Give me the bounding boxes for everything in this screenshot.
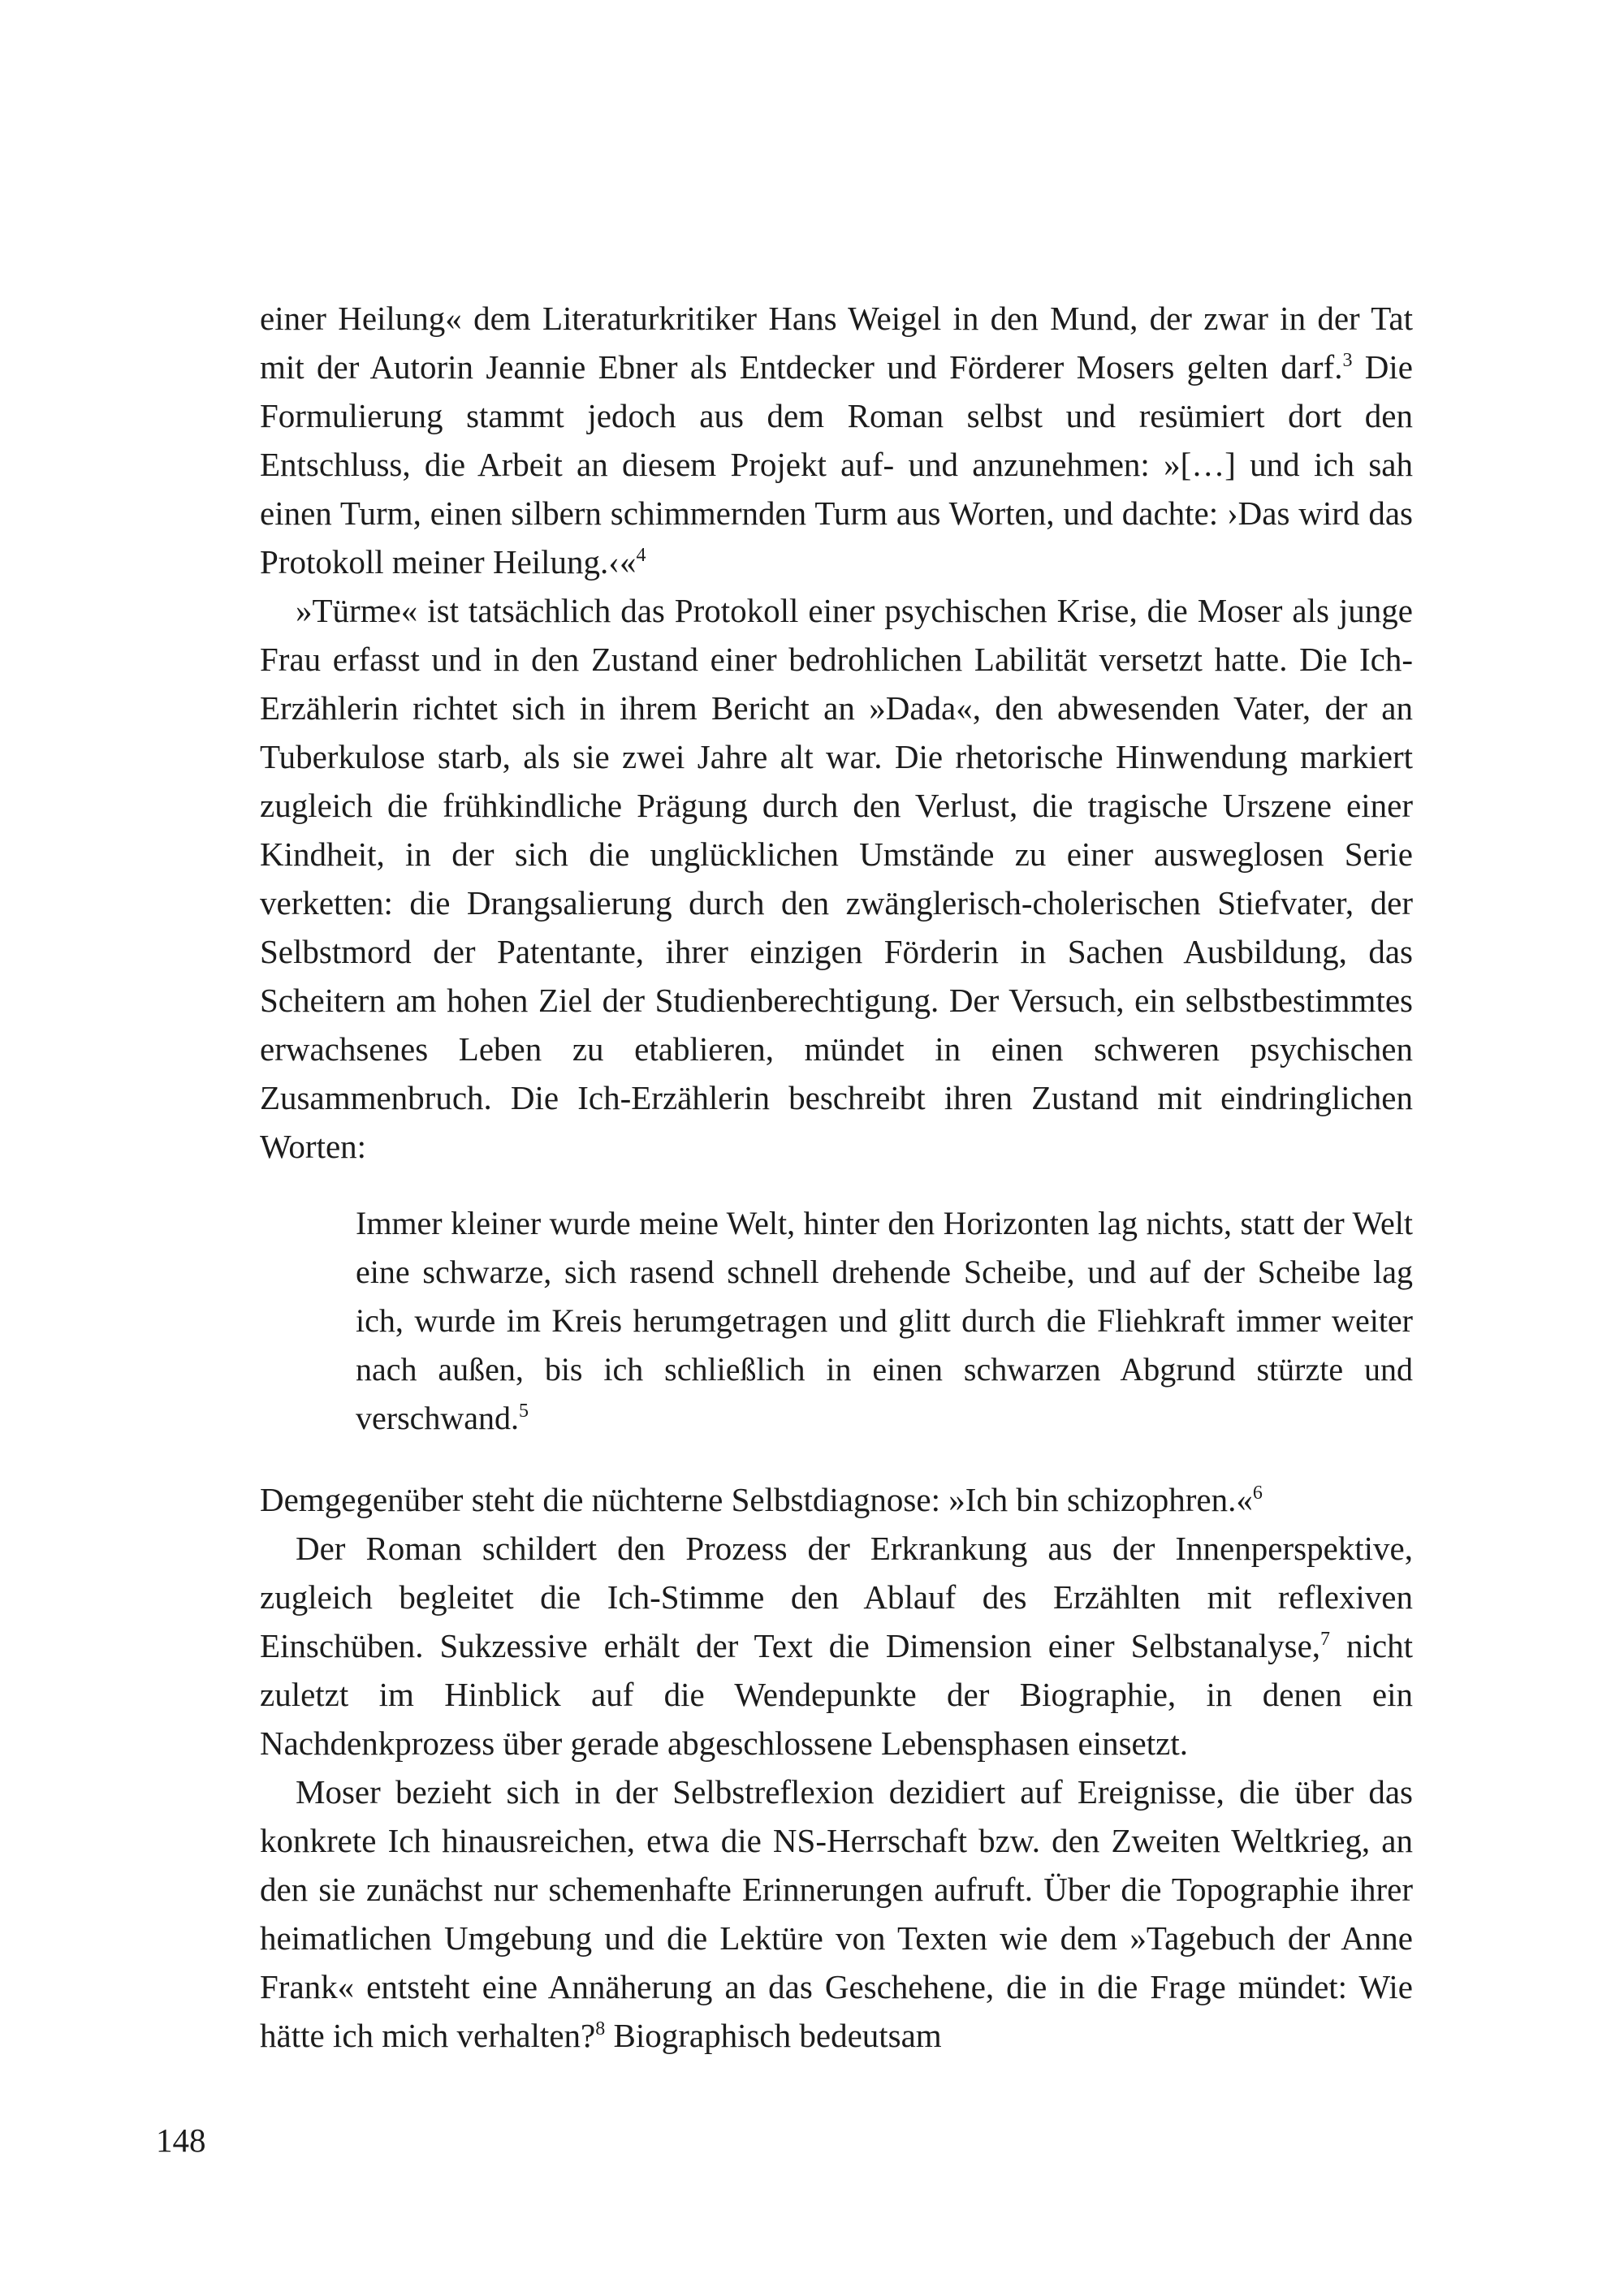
paragraph-1-text-continued: Die Formulierung stammt jedoch aus dem Roman selbst und resümiert dort den Entschluss, die Arbeit an diesem Projekt auf- und anzunehmen: »[…] und ich sah einen Turm, einen silbern schimmernden Turm aus Worten, und dachte: ›Das wird das Protokoll meiner Heilung.‹« bbox=[260, 348, 1413, 581]
paragraph-3 bbox=[260, 1475, 1413, 1524]
paragraph-5-text-continued: Biographisch bedeutsam bbox=[605, 2017, 942, 2054]
page-number: 148 bbox=[156, 2122, 206, 2159]
paragraph-1-text: einer Heilung« dem Literaturkritiker Hans Weigel in den Mund, der zwar in der Tat mit der Autorin Jeannie Ebner als Entdecker und Förderer Mosers gelten darf. bbox=[260, 300, 1413, 386]
footnote-ref-5: 5 bbox=[519, 1401, 529, 1422]
block-quote bbox=[356, 1199, 1413, 1443]
paragraph-4 bbox=[260, 1524, 1413, 1768]
paragraph-5-text: Moser bezieht sich in der Selbstreflexion dezidiert auf Ereignisse, die über das konkrete Ich hinausreichen, etwa die NS-Herrschaft bzw. den Zweiten Weltkrieg, an den sie zunächst nur schemenhafte Erinnerungen aufruft. Über die Topographie ihrer heimatlichen Umgebung und die Lektüre von Texten wie dem »Tagebuch der Anne Frank« entsteht eine Annäherung an das Geschehene, die in die Frage mündet: Wie hätte ich mich verhalten? bbox=[260, 1773, 1413, 2054]
paragraph-2 bbox=[260, 586, 1413, 1171]
paragraph-4-text-continued: nicht zuletzt im Hinblick auf die Wendepunkte der Biographie, in denen ein Nachdenkprozess über gerade abgeschlossene Lebensphasen einsetzt. bbox=[260, 1627, 1413, 1762]
paragraph-4-text: Der Roman schildert den Prozess der Erkrankung aus der Innenperspektive, zugleich begleitet die Ich-Stimme den Ablauf des Erzählten mit reflexiven Einschüben. Sukzessive erhält der Text die Dimension einer Selbstanalyse, bbox=[260, 1530, 1413, 1664]
footnote-ref-7: 7 bbox=[1320, 1629, 1331, 1650]
footnote-ref-6: 6 bbox=[1252, 1483, 1263, 1504]
footnote-ref-4: 4 bbox=[636, 545, 646, 566]
paragraph-5 bbox=[260, 1768, 1413, 2060]
paragraph-2-text: »Türme« ist tatsächlich das Protokoll einer psychischen Krise, die Moser als junge Frau erfasst und in den Zustand einer bedrohlichen Labilität versetzt hatte. Die Ich-Erzählerin richtet sich in ihrem Bericht an »Dada«, den abwesenden Vater, der an Tuberkulose starb, als sie zwei Jahre alt war. Die rhetorische Hinwendung markiert zugleich die frühkindliche Prägung durch den Verlust, die tragische Urszene einer Kindheit, in der sich die unglücklichen Umstände zu einer ausweglosen Serie verketten: die Drangsalierung durch den zwänglerisch-cholerischen Stiefvater, der Selbstmord der Patentante, ihrer einzigen Förderin in Sachen Ausbildung, das Scheitern am hohen Ziel der Studienberechtigung. Der Versuch, ein selbstbestimmtes erwachsenes Leben zu etablieren, mündet in einen schweren psychischen Zusammenbruch. Die Ich-Erzählerin beschreibt ihren Zustand mit eindringlichen Worten: bbox=[260, 592, 1413, 1165]
block-quote-text: Immer kleiner wurde meine Welt, hinter den Horizonten lag nichts, statt der Welt eine schwarze, sich rasend schnell drehende Scheibe, und auf der Scheibe lag ich, wurde im Kreis herumgetragen und glitt durch die Fliehkraft immer weiter nach außen, bis ich schließlich in einen schwarzen Abgrund stürzte und verschwand. bbox=[356, 1205, 1413, 1436]
paragraph-1 bbox=[260, 294, 1413, 586]
footnote-ref-8: 8 bbox=[595, 2018, 606, 2039]
body-text bbox=[260, 294, 1413, 2060]
footnote-ref-3: 3 bbox=[1342, 350, 1353, 371]
paragraph-3-text: Demgegenüber steht die nüchterne Selbstdiagnose: »Ich bin schizophren.« bbox=[260, 1481, 1253, 1518]
